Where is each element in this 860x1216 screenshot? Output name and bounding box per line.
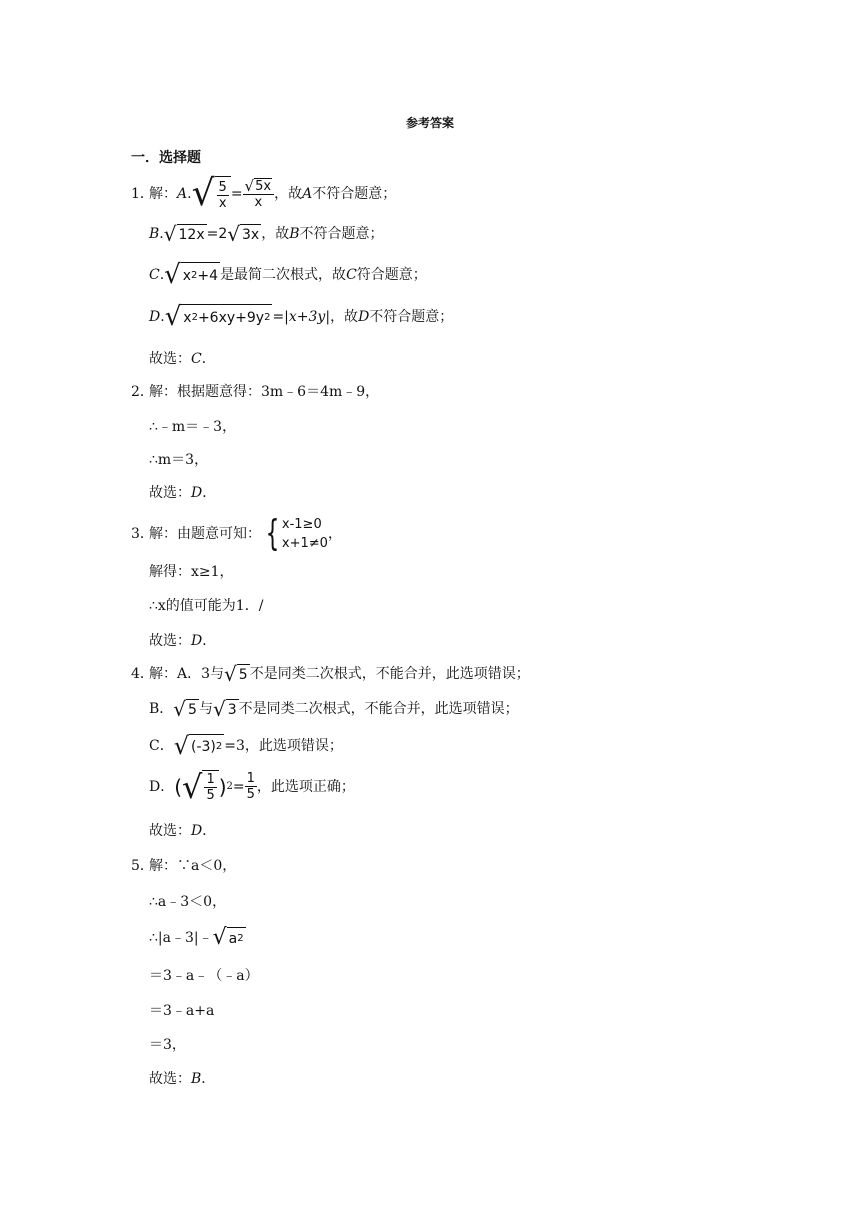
q1-b-radical2: √ 3x [227, 222, 260, 246]
q1-a-tail-letter: A [302, 186, 313, 202]
q1-line-d: D . √ x 2 +6xy+9y 2 =|x+3y| ，故 D 不符合题意； [149, 302, 454, 332]
q4-answer-letter: D [191, 823, 203, 839]
q1-line-a: 1． 解： A . √ $\frac{5}{x}$ = √ 5x x ，故 A 不符合题意； [131, 173, 397, 214]
q2-answer [149, 484, 216, 502]
q1-line-b: B . √ 12x =2 √ 3x ，故 B 不符合题意； [149, 222, 384, 246]
q1-b-tail-post: 不符合题意； [299, 226, 384, 242]
section-heading: 一．选择题 [131, 150, 201, 166]
q4-b-rad1: 5 [186, 699, 199, 719]
q2-line1: 解：根据题意得：3m﹣6＝4m﹣9， [149, 384, 380, 400]
q3-line-2: 解得：x≥1， [149, 564, 234, 580]
q4-a-rad: 5 [237, 664, 250, 684]
q1-d-label: D [149, 309, 161, 325]
q4-b-radical2: √ 3 [212, 697, 237, 721]
q1-c-radical: √ x 2 +4 [164, 260, 219, 290]
q3-answer-letter: D [191, 633, 203, 649]
q1-answer-post: ． [201, 351, 216, 367]
q4-d-post: ，此选项正确； [256, 778, 355, 795]
q1-c-tail-post: 符合题意； [356, 267, 427, 283]
q4-a-post: 不是同类二次根式，不能合并，此选项错误； [249, 666, 530, 682]
q1-a-frac-bot: x [218, 195, 227, 211]
q4-d-bot: 5 [206, 788, 215, 803]
q3-number: 3． [131, 526, 154, 542]
q1-c-rad-base: x [182, 268, 192, 284]
q4-line-a [131, 664, 530, 684]
q4-answer-pre: 故选： [149, 823, 191, 839]
q5-line-4: ＝3﹣a﹣（﹣a） [149, 968, 259, 984]
q5-line-6: ＝3， [149, 1037, 186, 1053]
q5-answer-letter: B [191, 1071, 202, 1087]
q1-d-rad-a: x [183, 310, 192, 326]
q3-system: { x-1≥0 x+1≠0 [265, 513, 328, 554]
q4-c-pre: C． [149, 738, 174, 754]
q1-a-tail-post: 不符合题意； [312, 186, 397, 202]
q4-b-rad2: 3 [226, 699, 239, 719]
q1-c-rad-rest: +4 [197, 268, 219, 284]
q1-c-label: C [149, 267, 160, 283]
q1-a-eq: = [230, 186, 243, 202]
q4-line-d: D． ( √ $\frac{1}{5}$ ) 2 = $\frac{1}{5}$ ，此选项正确； [149, 768, 355, 806]
q4-line-b [149, 699, 519, 719]
q1-answer-letter: C [191, 351, 202, 367]
q1-d-eq: =|x+3y| [272, 309, 331, 325]
q3-row1: x-1≥0 [281, 517, 322, 532]
q4-d-rbot: 5 [246, 787, 255, 802]
q2-line-3: ∴m＝3， [149, 452, 209, 468]
q3-answer-pre: 故选： [149, 633, 191, 649]
q4-d-rtop: 1 [246, 771, 255, 786]
q2-answer-pre: 故选： [149, 485, 191, 501]
q4-a-pre: 解：A．3与 [149, 666, 225, 682]
q4-d-pre: D． [149, 778, 175, 795]
q1-a-rhs-bot: x [254, 195, 263, 210]
q1-c-tail-letter: C [346, 267, 357, 283]
q1-b-radical: √ 12x [163, 222, 205, 246]
q4-d-rhs [245, 771, 257, 802]
q5-line1: 解：∵a＜0， [149, 858, 237, 874]
q4-d-eq: = [232, 778, 245, 795]
q1-number: 1． [131, 186, 154, 202]
q5-line-5: ＝3﹣a+a [149, 1003, 215, 1019]
q1-line-c: C . √ x 2 +4 是最简二次根式，故 C 符合题意； [149, 260, 427, 290]
q1-a-label: A [177, 186, 188, 202]
q2-answer-letter: D [191, 485, 203, 501]
q4-b-mid: 与 [198, 701, 213, 717]
q1-d-radical: √ x 2 +6xy+9y 2 [164, 302, 271, 332]
q4-answer [149, 822, 216, 840]
q3-line-1 [131, 512, 342, 556]
q3-line-3: ∴x的值可能为1．/ [149, 598, 264, 614]
q2-answer-post: ． [202, 485, 217, 501]
q4-d-top: 1 [206, 772, 215, 787]
q1-b-tail-letter: B [289, 226, 300, 242]
q1-b-eq: =2 [206, 226, 228, 242]
q1-a-rhs-top: 5x [255, 179, 272, 194]
q3-tail: ， [327, 526, 342, 542]
q5-answer [149, 1070, 215, 1088]
q5-line3-pre: ∴|a﹣3|﹣ [149, 930, 213, 946]
q1-answer-pre: 故选： [149, 351, 191, 367]
q1-b-rad: 12x [177, 224, 207, 244]
q4-b-post: 不是同类二次根式，不能合并，此选项错误； [238, 701, 519, 717]
q2-line-1 [131, 383, 379, 401]
q5-line-1 [131, 857, 236, 875]
q4-b-pre: B． [149, 701, 174, 717]
q4-answer-post: ． [202, 823, 217, 839]
q1-answer [149, 350, 216, 368]
q1-b-label: B [149, 226, 160, 242]
q1-d-tail-letter: D [358, 309, 370, 325]
q3-intro: 解：由题意可知： [149, 526, 261, 542]
q5-line-3 [149, 927, 246, 949]
q5-line3-rad: a [228, 931, 238, 947]
q1-a-rhs: √ 5x x [243, 178, 275, 210]
q5-number: 5． [131, 858, 154, 874]
q3-row2: x+1≠0 [281, 536, 328, 551]
q2-number: 2． [131, 384, 154, 400]
page-title: 参考答案 [405, 116, 454, 130]
q4-c-post: =3，此选项错误； [224, 738, 343, 754]
q5-answer-post: ． [201, 1071, 216, 1087]
q1-d-tail-post: 不符合题意； [369, 309, 454, 325]
q3-answer [149, 632, 216, 650]
q5-line-2: ∴a﹣3＜0， [149, 894, 227, 910]
q1-intro: 解： [149, 186, 177, 202]
q4-number: 4． [131, 666, 154, 682]
q5-radical: √ a 2 [212, 925, 244, 950]
q4-line-c [149, 734, 343, 758]
q5-answer-pre: 故选： [149, 1071, 191, 1087]
q4-c-rad: (-3) [191, 739, 216, 755]
q1-b-rad2: 3x [240, 224, 261, 244]
q4-b-radical1: √ 5 [173, 697, 197, 721]
q1-a-radical: √ $\frac{5}{x}$ [192, 176, 231, 212]
q1-c-tail: 是最简二次根式，故 [220, 267, 347, 283]
q1-d-tail-pre: ，故 [330, 309, 359, 325]
q1-b-tail-pre: ，故 [261, 226, 290, 242]
q1-a-tail-pre: ，故 [274, 186, 303, 202]
q2-line-2: ∴﹣m＝﹣3， [149, 419, 237, 435]
q1-d-rad-b: +6xy+9y [197, 310, 265, 326]
q4-d-radical: √ $\frac{1}{5}$ [182, 770, 219, 803]
q4-c-radical: √ (-3) 2 [173, 732, 223, 760]
q1-a-frac-top: 5 [218, 179, 227, 195]
q3-answer-post: ． [202, 633, 217, 649]
q4-a-radical: √ 5 [224, 662, 248, 686]
